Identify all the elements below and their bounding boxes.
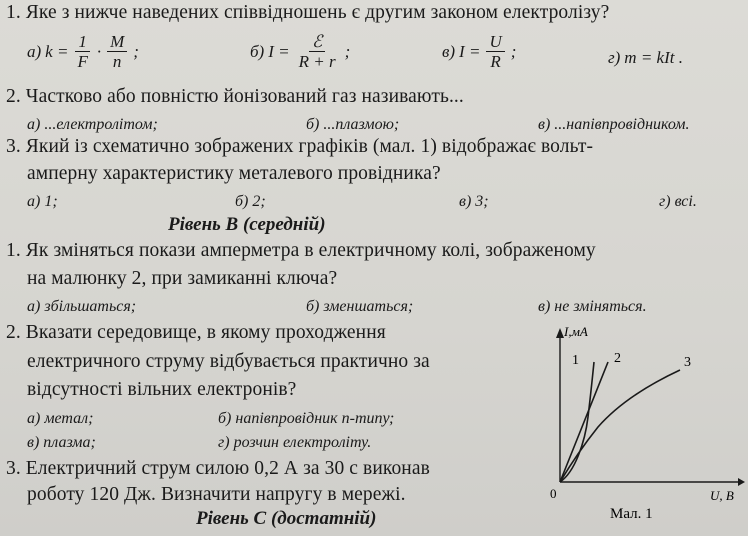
option-b2b: б) напівпровідник n-типу; bbox=[218, 410, 395, 427]
question-b3-line1: 3. Електричний струм силою 0,2 А за 30 с виконав bbox=[6, 458, 430, 479]
question-b2-line3: відсутності вільних електронів? bbox=[27, 379, 297, 400]
fraction: $\frac{\text{ℰ}}{R + r}$ bbox=[298, 32, 336, 71]
question-b3-line2: роботу 120 Дж. Визначити напругу в мережі. bbox=[27, 484, 406, 505]
option-3c: в) 3; bbox=[459, 193, 489, 210]
curve-1-label: 1 bbox=[572, 353, 579, 368]
formula-left: I = bbox=[268, 41, 290, 61]
option-2c: в) ...напівпровідником. bbox=[538, 116, 690, 133]
formula-left: I = bbox=[459, 41, 481, 61]
option-1a: а) k = $\frac{1}{F}$ · $\frac{M}{n}$ ; bbox=[27, 32, 139, 71]
option-b1b: б) зменшаться; bbox=[306, 298, 414, 315]
figure-caption: Мал. 1 bbox=[610, 506, 653, 522]
y-axis-arrow bbox=[556, 328, 564, 338]
option-b2c: в) плазма; bbox=[27, 434, 96, 451]
option-3a: а) 1; bbox=[27, 193, 58, 210]
figure-1-graph bbox=[540, 322, 745, 522]
x-axis-arrow bbox=[738, 478, 745, 486]
formula: m = kIt . bbox=[624, 48, 683, 67]
option-1c: в) I = $\frac{U}{R}$ ; bbox=[442, 32, 517, 71]
option-3d: г) всі. bbox=[659, 193, 697, 210]
y-axis-label: I,мА bbox=[564, 324, 588, 339]
origin-label: 0 bbox=[550, 486, 557, 501]
formula-left: k = bbox=[45, 41, 69, 61]
option-letter: а) bbox=[27, 41, 42, 61]
question-1: 1. Яке з нижче наведених співвідношень є другим законом електролізу? bbox=[6, 2, 610, 23]
curve-3-label: 3 bbox=[684, 355, 691, 370]
option-b1c: в) не зміняться. bbox=[538, 298, 647, 315]
question-b1-line2: на малюнку 2, при замиканні ключа? bbox=[27, 268, 338, 289]
x-axis-label: U, B bbox=[710, 488, 734, 503]
option-3b: б) 2; bbox=[235, 193, 266, 210]
option-1b: б) I = $\frac{\text{ℰ}}{R + r}$ ; bbox=[250, 32, 351, 71]
curve-2-label: 2 bbox=[614, 351, 621, 366]
question-b2-line2: електричного струму відбувається практично за bbox=[27, 351, 430, 372]
question-2: 2. Частково або повністю йонізований газ називають... bbox=[6, 86, 464, 107]
option-2a: а) ...електролітом; bbox=[27, 116, 158, 133]
option-letter: в) bbox=[442, 41, 456, 61]
option-letter: г) bbox=[608, 48, 621, 67]
option-b1a: а) збільшаться; bbox=[27, 298, 137, 315]
curve-2 bbox=[560, 362, 608, 482]
option-2b: б) ...плазмою; bbox=[306, 116, 400, 133]
question-3-line2: амперну характеристику металевого провідника? bbox=[27, 163, 441, 184]
option-b2d: г) розчин електроліту. bbox=[218, 434, 372, 451]
option-1d bbox=[608, 48, 683, 68]
curve-3 bbox=[560, 370, 680, 482]
question-b2-line1: 2. Вказати середовище, в якому проходження bbox=[6, 322, 386, 343]
level-b-heading: Рівень В (середній) bbox=[168, 214, 326, 235]
question-b1-line1: 1. Як зміняться покази амперметра в електричному колі, зображеному bbox=[6, 240, 596, 261]
option-letter: б) bbox=[250, 41, 265, 61]
curve-1 bbox=[560, 362, 594, 482]
option-b2a: а) метал; bbox=[27, 410, 94, 427]
level-c-heading: Рівень С (достатній) bbox=[196, 508, 377, 529]
fraction: $\frac{U}{R}$ bbox=[486, 33, 504, 70]
question-3-line1: 3. Який із схематично зображених графіків (мал. 1) відображає вольт- bbox=[6, 136, 594, 157]
fraction: $\frac{1}{F}$ bbox=[74, 33, 90, 70]
fraction: $\frac{M}{n}$ bbox=[107, 33, 127, 70]
